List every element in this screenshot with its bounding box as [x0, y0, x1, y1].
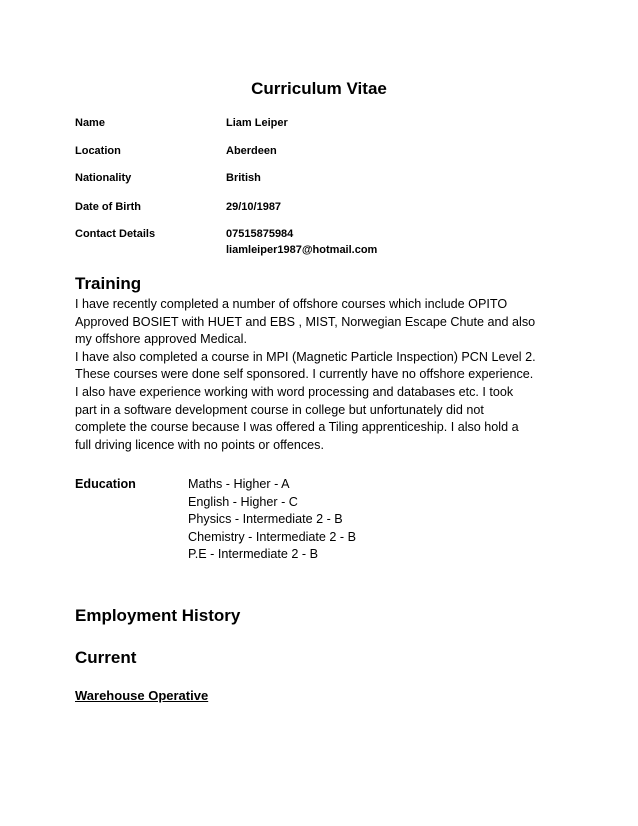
- training-line: I have also completed a course in MPI (Magnetic Particle Inspection) PCN Level 2.: [75, 349, 536, 364]
- detail-label-nationality: Nationality: [75, 172, 132, 184]
- detail-label-name: Name: [75, 117, 105, 129]
- training-line: my offshore approved Medical.: [75, 332, 247, 347]
- training-line: full driving licence with no points or offences.: [75, 437, 324, 452]
- employment-heading: Employment History: [75, 606, 241, 625]
- education-item: Physics - Intermediate 2 - B: [188, 512, 343, 527]
- training-line: complete the course because I was offered a Tiling apprenticeship. I also hold a: [75, 420, 519, 435]
- detail-value-nationality: British: [226, 172, 261, 184]
- detail-value-phone: 07515875984: [226, 228, 294, 240]
- education-label: Education: [75, 477, 136, 491]
- education-list: [188, 476, 356, 564]
- detail-value-name: Liam Leiper: [226, 117, 288, 129]
- document-title: Curriculum Vitae: [251, 79, 387, 98]
- education-item: P.E - Intermediate 2 - B: [188, 547, 318, 562]
- detail-label-contact: Contact Details: [75, 228, 156, 240]
- training-line: Approved BOSIET with HUET and EBS , MIST, Norwegian Escape Chute and also: [75, 314, 536, 329]
- training-line: I have recently completed a number of offshore courses which include OPITO: [75, 297, 508, 311]
- training-paragraph: [75, 296, 575, 454]
- current-heading: Current: [75, 648, 137, 667]
- detail-value-email: liamleiper1987@hotmail.com: [226, 244, 378, 256]
- education-item: English - Higher - C: [188, 494, 298, 509]
- education-item: Maths - Higher - A: [188, 477, 290, 491]
- detail-value-dob: 29/10/1987: [226, 201, 282, 213]
- training-heading: Training: [75, 274, 142, 293]
- detail-label-location: Location: [75, 145, 121, 157]
- detail-value-location: Aberdeen: [226, 145, 277, 157]
- training-line: These courses were done self sponsored. I currently have no offshore experience.: [75, 367, 534, 382]
- training-line: part in a software development course in college but unfortunately did not: [75, 402, 484, 417]
- job-title: Warehouse Operative: [75, 688, 209, 703]
- education-item: Chemistry - Intermediate 2 - B: [188, 529, 356, 544]
- detail-label-dob: Date of Birth: [75, 201, 141, 213]
- training-line: I also have experience working with word processing and databases etc. I took: [75, 384, 514, 399]
